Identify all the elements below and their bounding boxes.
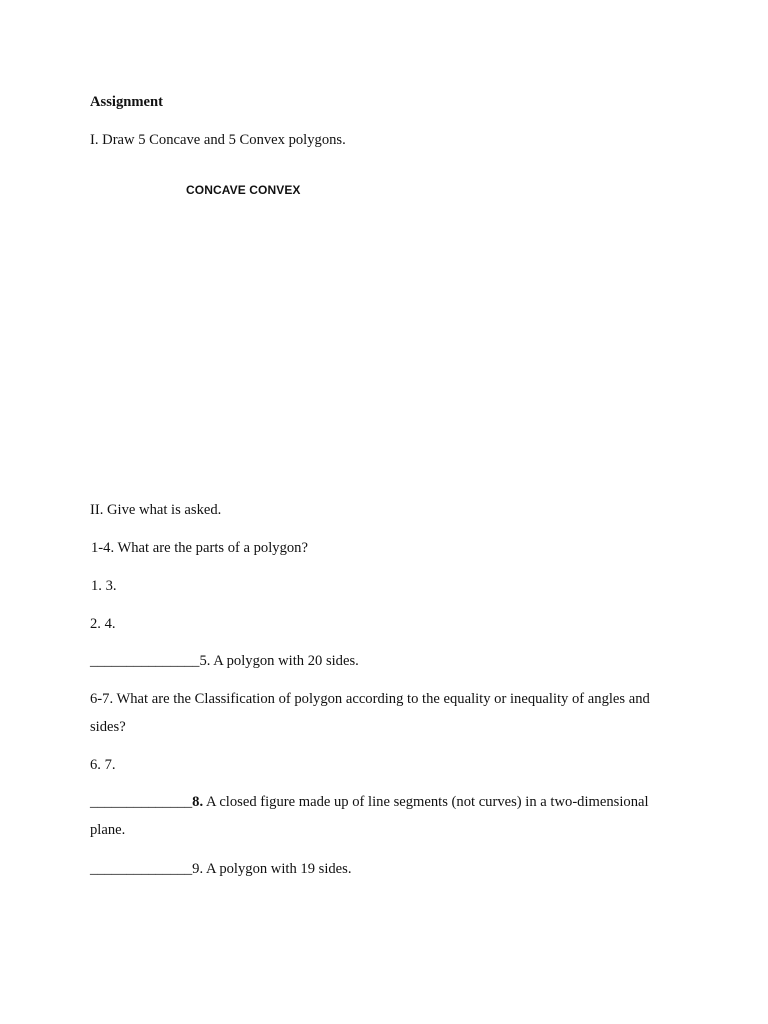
assignment-title: Assignment xyxy=(90,94,163,110)
part2-instruction: II. Give what is asked. xyxy=(90,502,222,518)
question-1-4: 1-4. What are the parts of a polygon? xyxy=(91,540,308,556)
answer-blank-9: ______________ xyxy=(90,861,193,877)
answer-line-1-3: 1. 3. xyxy=(91,578,117,594)
question-9-text: 9. A polygon with 19 sides. xyxy=(192,861,352,877)
question-9 xyxy=(90,860,351,878)
answer-blank-5: _______________ xyxy=(90,653,200,669)
concave-convex-headers: CONCAVE CONVEX xyxy=(186,183,301,197)
question-6-7: 6-7. What are the Classification of polygon according to the equality or inequality of angles and sides? xyxy=(90,691,650,735)
part1-instruction: I. Draw 5 Concave and 5 Convex polygons. xyxy=(90,132,346,148)
answer-blank-8: ______________ xyxy=(90,794,193,810)
question-8 xyxy=(90,788,680,844)
question-5-text: 5. A polygon with 20 sides. xyxy=(199,653,359,669)
question-8-text: A closed figure made up of line segments (not curves) in a two-dimensional plane. xyxy=(90,794,649,838)
question-5 xyxy=(90,652,359,670)
question-8-number: 8. xyxy=(192,794,204,810)
answer-line-6-7: 6. 7. xyxy=(90,757,116,773)
answer-line-2-4: 2. 4. xyxy=(90,616,116,632)
